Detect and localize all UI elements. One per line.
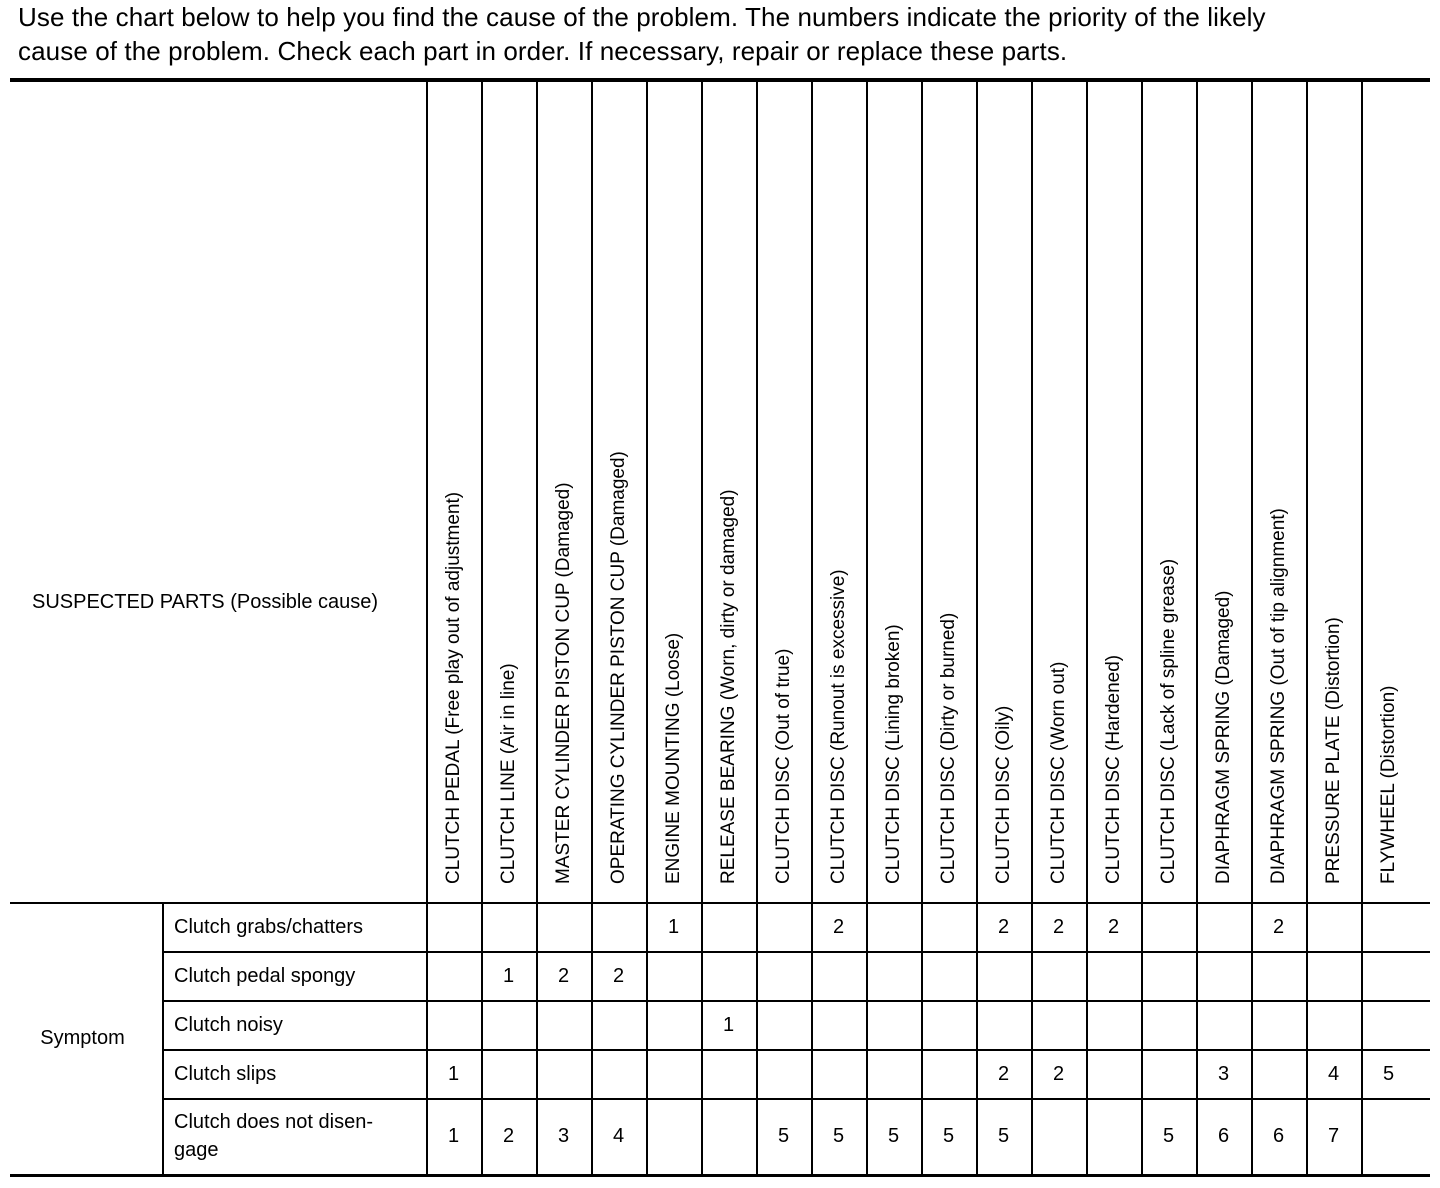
column-header: CLUTCH PEDAL (Free play out of adjustment) <box>443 491 464 884</box>
priority-cell: 1 <box>722 1014 735 1036</box>
column-header: MASTER CYLINDER PISTON CUP (Damaged) <box>553 482 574 884</box>
symptom-row-label: Clutch pedal spongy <box>174 965 356 987</box>
column-divider <box>1306 82 1308 1174</box>
column-header: CLUTCH DISC (Hardened) <box>1103 654 1124 884</box>
column-divider <box>1031 82 1033 1174</box>
priority-cell: 1 <box>447 1063 460 1085</box>
priority-cell: 1 <box>502 965 515 987</box>
priority-cell: 5 <box>887 1125 900 1147</box>
symptom-row-label: Clutch slips <box>174 1063 277 1085</box>
symptom-column-divider <box>162 902 164 1174</box>
column-header: CLUTCH LINE (Air in line) <box>498 663 519 884</box>
priority-cell: 2 <box>1272 916 1285 938</box>
row-divider <box>162 951 1430 953</box>
priority-cell: 5 <box>832 1125 845 1147</box>
column-header: FLYWHEEL (Distortion) <box>1378 685 1399 884</box>
row-divider <box>162 1000 1430 1002</box>
priority-cell: 2 <box>832 916 845 938</box>
column-divider <box>646 82 648 1174</box>
priority-cell: 1 <box>447 1125 460 1147</box>
column-header: CLUTCH DISC (Lining broken) <box>883 624 904 884</box>
suspected-parts-label: SUSPECTED PARTS (Possible cause) <box>32 591 379 613</box>
column-header: CLUTCH DISC (Oily) <box>993 705 1014 884</box>
column-divider <box>591 82 593 1174</box>
priority-cell: 2 <box>997 1063 1010 1085</box>
priority-cell: 3 <box>557 1125 570 1147</box>
priority-cell: 2 <box>612 965 625 987</box>
symptom-row-label: Clutch noisy <box>174 1014 283 1036</box>
column-divider <box>866 82 868 1174</box>
instructions-line-2: cause of the problem. Check each part in order. If necessary, repair or replace these parts. <box>18 36 1068 66</box>
column-header: CLUTCH DISC (Out of true) <box>773 648 794 884</box>
row-divider <box>162 1098 1430 1100</box>
column-divider <box>976 82 978 1174</box>
column-divider <box>756 82 758 1174</box>
symptom-row-label: Clutch does not disen- gage <box>174 1111 374 1161</box>
column-header: PRESSURE PLATE (Distortion) <box>1323 617 1344 884</box>
priority-cell: 5 <box>1162 1125 1175 1147</box>
column-divider <box>921 82 923 1174</box>
column-header: DIAPHRAGM SPRING (Out of tip alignment) <box>1268 508 1289 884</box>
priority-cell: 2 <box>997 916 1010 938</box>
column-divider <box>1196 82 1198 1174</box>
priority-cell: 5 <box>1382 1063 1395 1085</box>
column-divider <box>1361 82 1363 1174</box>
column-header: CLUTCH DISC (Dirty or burned) <box>938 612 959 884</box>
priority-cell: 1 <box>667 916 680 938</box>
column-header: DIAPHRAGM SPRING (Damaged) <box>1213 590 1234 884</box>
priority-cell: 4 <box>1327 1063 1340 1085</box>
column-divider <box>481 82 483 1174</box>
column-header: CLUTCH DISC (Lack of spline grease) <box>1158 558 1179 884</box>
column-divider <box>536 82 538 1174</box>
column-header: CLUTCH DISC (Runout is excessive) <box>828 569 849 884</box>
priority-cell: 2 <box>1052 916 1065 938</box>
column-divider <box>1251 82 1253 1174</box>
top-rule <box>10 78 1430 82</box>
priority-cell: 2 <box>502 1125 515 1147</box>
symptom-row-label: Clutch grabs/chatters <box>174 916 363 938</box>
row-divider <box>162 1049 1430 1051</box>
priority-cell: 2 <box>1052 1063 1065 1085</box>
priority-cell: 2 <box>557 965 570 987</box>
priority-cell: 6 <box>1217 1125 1230 1147</box>
priority-cell: 4 <box>612 1125 625 1147</box>
column-divider <box>1141 82 1143 1174</box>
column-divider <box>426 82 428 1174</box>
bottom-rule <box>10 1174 1430 1177</box>
priority-cell: 3 <box>1217 1063 1230 1085</box>
priority-cell: 5 <box>942 1125 955 1147</box>
column-header: OPERATING CYLINDER PISTON CUP (Damaged) <box>608 451 629 884</box>
header-rule <box>10 902 1430 904</box>
symptom-group-label: Symptom <box>40 1027 125 1049</box>
column-header: CLUTCH DISC (Worn out) <box>1048 661 1069 884</box>
instructions-line-1: Use the chart below to help you find the cause of the problem. The numbers indicate the priority of the likely <box>18 2 1266 32</box>
priority-cell: 7 <box>1327 1125 1340 1147</box>
priority-cell: 2 <box>1107 916 1120 938</box>
column-header: ENGINE MOUNTING (Loose) <box>663 632 684 884</box>
column-header: RELEASE BEARING (Worn, dirty or damaged) <box>718 489 739 884</box>
column-divider <box>811 82 813 1174</box>
priority-cell: 5 <box>777 1125 790 1147</box>
priority-cell: 6 <box>1272 1125 1285 1147</box>
priority-cell: 5 <box>997 1125 1010 1147</box>
column-divider <box>1086 82 1088 1174</box>
